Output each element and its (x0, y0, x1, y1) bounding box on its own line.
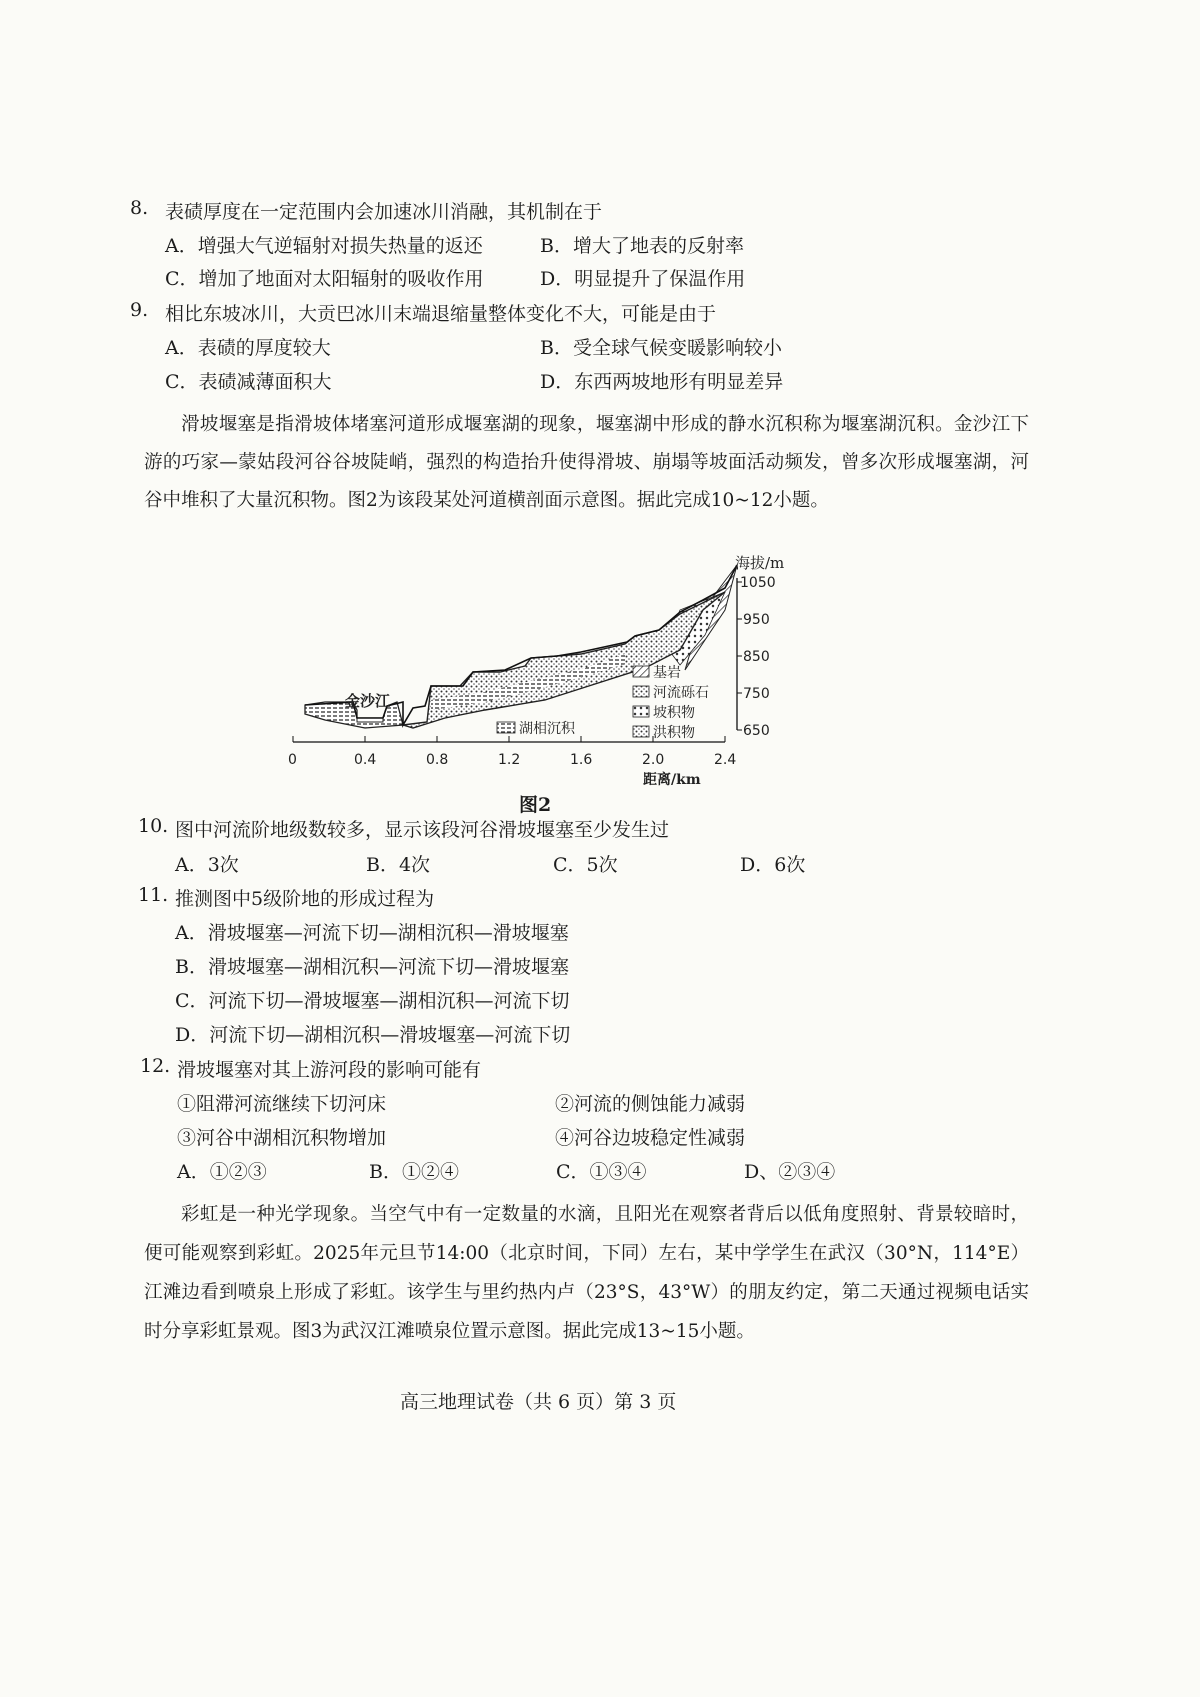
q12-option-d: D、②③④ (744, 1161, 836, 1183)
q12-option-a: A．①②③ (177, 1161, 267, 1183)
y-tick-950: 950 (743, 612, 770, 628)
passage-landslide (144, 406, 1029, 520)
x-tick-1-6: 1.6 (570, 752, 593, 768)
q11-option-d: D．河流下切—湖相沉积—滑坡堰塞—河流下切 (175, 1024, 571, 1046)
passage-landslide-text: 滑坡堰塞是指滑坡体堵塞河道形成堰塞湖的现象，堰塞湖中形成的静水沉积称为堰塞湖沉积。金沙江下游的巧家—蒙姑段河谷谷坡陡峭，强烈的构造抬升使得滑坡、崩塌等坡面活动频发，曾多次形成堰塞湖，河谷中堆积了大量沉积物。图2为该段某处河道横剖面示意图。据此完成10~12小题。 (144, 414, 1029, 511)
legend-flood-label: 洪积物 (653, 725, 695, 741)
y-tick-850: 850 (743, 649, 770, 665)
river-label: 金沙江 (345, 692, 391, 710)
q11-option-b: B．滑坡堰塞—湖相沉积—河流下切—滑坡堰塞 (175, 956, 569, 978)
q9-option-c: C．表碛减薄面积大 (165, 371, 332, 393)
legend-flood-swatch (633, 726, 649, 737)
x-tick-2-4: 2.4 (714, 752, 737, 768)
legend-bedrock-swatch (633, 666, 649, 677)
y-tick-650: 650 (743, 723, 770, 739)
q12-number: 12. (140, 1055, 171, 1077)
passage-rainbow-text: 彩虹是一种光学现象。当空气中有一定数量的水滴，且阳光在观察者背后以低角度照射、背景较暗时，便可能观察到彩虹。2025年元旦节14:00（北京时间，下同）左右，某中学学生在武汉（30°N，114°E）江滩边看到喷泉上形成了彩虹。该学生与里约热内卢（23°S，43°W）的朋友约定，第二天通过视频电话实时分享彩虹景观。图3为武汉江滩喷泉位置示意图。据此完成13~15小题。 (144, 1204, 1029, 1342)
q8-number: 8. (130, 197, 149, 219)
q12-stem: 滑坡堰塞对其上游河段的影响可能有 (177, 1059, 482, 1081)
legend-gravel-swatch (633, 686, 649, 697)
q8-option-c: C．增加了地面对太阳辐射的吸收作用 (165, 268, 484, 290)
figure-2-caption: 图2 (519, 794, 552, 816)
q12-statement-4: ④河谷边坡稳定性减弱 (555, 1127, 746, 1149)
q11-stem: 推测图中5级阶地的形成过程为 (175, 888, 435, 910)
q8-option-b: B．增大了地表的反射率 (540, 235, 744, 257)
q9-number: 9. (130, 299, 149, 321)
q12-option-b: B．①②④ (369, 1161, 459, 1183)
y-tick-750: 750 (743, 686, 770, 702)
x-tick-2-0: 2.0 (642, 752, 665, 768)
q11-number: 11. (138, 884, 169, 906)
page-footer: 高三地理试卷（共 6 页）第 3 页 (400, 1391, 677, 1413)
x-tick-0-8: 0.8 (426, 752, 449, 768)
q8-option-a: A．增强大气逆辐射对损失热量的返还 (165, 235, 483, 257)
legend-bedrock-label: 基岩 (653, 665, 681, 681)
q12-statement-1: ①阻滞河流继续下切河床 (177, 1093, 387, 1115)
q12-statement-3: ③河谷中湖相沉积物增加 (177, 1127, 387, 1149)
legend-lake-swatch (497, 722, 515, 733)
legend-gravel-label: 河流砾石 (653, 685, 709, 701)
q10-option-a: A．3次 (175, 854, 239, 876)
y-tick-1050: 1050 (740, 575, 776, 591)
legend-lake-label: 湖相沉积 (519, 721, 575, 737)
q12-option-c: C．①③④ (556, 1161, 647, 1183)
q9-stem: 相比东坡冰川，大贡巴冰川末端退缩量整体变化不大，可能是由于 (165, 303, 717, 325)
x-tick-0-4: 0.4 (354, 752, 377, 768)
passage-rainbow (144, 1195, 1029, 1351)
q11-option-a: A．滑坡堰塞—河流下切—湖相沉积—滑坡堰塞 (175, 922, 569, 944)
x-tick-0: 0 (288, 752, 297, 768)
q10-option-b: B．4次 (366, 854, 431, 876)
x-axis-label: 距离/km (643, 772, 701, 788)
q10-number: 10. (138, 815, 169, 837)
legend-slope-label: 坡积物 (653, 705, 695, 721)
legend-slope-swatch (633, 706, 649, 717)
q10-stem: 图中河流阶地级数较多，显示该段河谷滑坡堰塞至少发生过 (175, 819, 670, 841)
x-tick-1-2: 1.2 (498, 752, 521, 768)
q9-option-b: B．受全球气候变暖影响较小 (540, 337, 782, 359)
q11-option-c: C．河流下切—滑坡堰塞—湖相沉积—河流下切 (175, 990, 570, 1012)
q10-option-c: C．5次 (553, 854, 618, 876)
q8-option-d: D．明显提升了保温作用 (540, 268, 746, 290)
figure-2-cross-section (285, 550, 805, 790)
q8-stem: 表碛厚度在一定范围内会加速冰川消融，其机制在于 (165, 201, 603, 223)
q10-option-d: D．6次 (740, 854, 806, 876)
q9-option-a: A．表碛的厚度较大 (165, 337, 331, 359)
q12-statement-2: ②河流的侧蚀能力减弱 (555, 1093, 746, 1115)
q9-option-d: D．东西两坡地形有明显差异 (540, 371, 784, 393)
y-axis-label: 海拔/m (735, 554, 785, 572)
